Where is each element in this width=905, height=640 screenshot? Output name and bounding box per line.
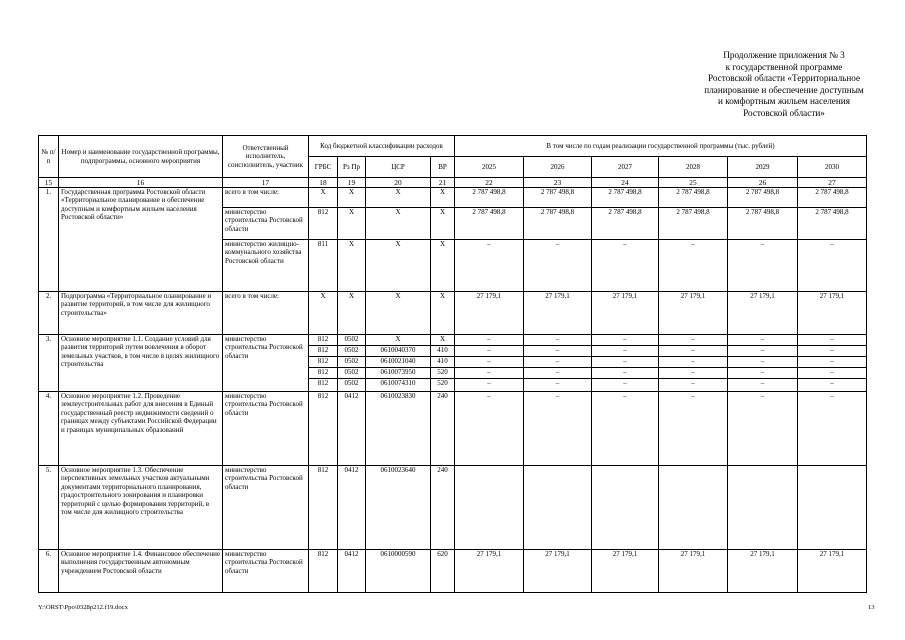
cell-value: 2 787 498,8	[659, 188, 728, 208]
row-executor: всего в том числе:	[223, 188, 309, 208]
col-index: 16	[59, 178, 223, 188]
page-number: 13	[868, 604, 875, 611]
cell-rzpr: 0412	[338, 466, 366, 550]
cell-csr: Х	[366, 240, 431, 292]
budget-table	[38, 135, 867, 593]
cell-value: 27 179,1	[798, 550, 867, 593]
cell-value: 2 787 498,8	[524, 188, 592, 208]
cell-value: 27 179,1	[659, 550, 728, 593]
cell-value: –	[592, 346, 659, 357]
header-rzpr: Рз Пр	[338, 157, 366, 178]
cell-value: 2 787 498,8	[659, 208, 728, 240]
cell-value: –	[455, 335, 524, 346]
header-years-title: В том числе по годам реализации государственной программы (тыс. рублей)	[455, 136, 867, 157]
cell-value: –	[455, 240, 524, 292]
col-index: 26	[728, 178, 798, 188]
cell-csr: 0610023830	[366, 392, 431, 466]
cell-value: –	[455, 368, 524, 379]
cell-value: –	[455, 346, 524, 357]
cell-vr: 520	[431, 379, 455, 392]
cell-value: –	[659, 240, 728, 292]
col-index: 18	[309, 178, 338, 188]
cell-vr: Х	[431, 208, 455, 240]
table-row	[39, 188, 867, 208]
row-number: 2.	[39, 292, 59, 335]
cell-value: –	[455, 392, 524, 466]
row-name: Основное мероприятие 1.3. Обеспечение перспективных земельных участков актуальными документами территориального планирования, градостроительного зонирования и планировки территорий с целью формирования территорий, в том числе для жилищного строительства	[59, 466, 223, 550]
header-name: Номер и наименование государственной программы, подпрограммы, основного мероприятия	[59, 136, 223, 178]
cell-value: –	[524, 346, 592, 357]
cell-value: –	[592, 335, 659, 346]
heading-line: Продолжение приложения № 3	[723, 50, 845, 60]
cell-value: –	[659, 335, 728, 346]
cell-grbs: 812	[309, 335, 338, 346]
header-year: 2026	[524, 157, 592, 178]
cell-value: –	[728, 392, 798, 466]
cell-value: 27 179,1	[592, 292, 659, 335]
cell-value: –	[728, 240, 798, 292]
cell-value: –	[659, 392, 728, 466]
cell-value: –	[798, 240, 867, 292]
cell-value: –	[798, 335, 867, 346]
cell-value: –	[728, 335, 798, 346]
cell-grbs: 812	[309, 357, 338, 368]
cell-value: –	[728, 379, 798, 392]
cell-rzpr: 0502	[338, 346, 366, 357]
cell-grbs: 812	[309, 392, 338, 466]
row-executor: министерство строительства Ростовской области	[223, 335, 309, 392]
header-year: 2030	[798, 157, 867, 178]
cell-value: –	[728, 357, 798, 368]
header-budget-code: Код бюджетной классификации расходов	[309, 136, 455, 157]
cell-value: 2 787 498,8	[798, 188, 867, 208]
cell-value	[659, 466, 728, 550]
cell-grbs: 812	[309, 550, 338, 593]
cell-vr: 410	[431, 346, 455, 357]
cell-csr: 0610073950	[366, 368, 431, 379]
cell-csr: 0610000590	[366, 550, 431, 593]
cell-rzpr: Х	[338, 208, 366, 240]
header-year: 2027	[592, 157, 659, 178]
cell-value: 2 787 498,8	[592, 208, 659, 240]
cell-value: 2 787 498,8	[455, 188, 524, 208]
row-executor: министерство строительства Ростовской области	[223, 392, 309, 466]
header-grbs: ГРБС	[309, 157, 338, 178]
cell-value: –	[728, 346, 798, 357]
cell-value	[728, 466, 798, 550]
cell-value: –	[798, 379, 867, 392]
row-number: 4.	[39, 392, 59, 466]
row-executor: всего в том числе:	[223, 292, 309, 335]
col-index: 17	[223, 178, 309, 188]
cell-value: 27 179,1	[524, 292, 592, 335]
cell-value	[798, 466, 867, 550]
row-executor: министерство строительства Ростовской области	[223, 466, 309, 550]
cell-rzpr: Х	[338, 188, 366, 208]
cell-vr: Х	[431, 240, 455, 292]
cell-value: –	[524, 368, 592, 379]
footer-file-path: Y:\ORST\Ppo\0328p212.f19.docx	[38, 604, 128, 611]
cell-vr: 410	[431, 357, 455, 368]
cell-value: –	[659, 346, 728, 357]
cell-value: –	[592, 379, 659, 392]
cell-vr: 520	[431, 368, 455, 379]
cell-value: –	[659, 368, 728, 379]
cell-csr: 0610040370	[366, 346, 431, 357]
cell-grbs: 811	[309, 240, 338, 292]
cell-value: –	[592, 240, 659, 292]
col-index: 20	[366, 178, 431, 188]
cell-value: 2 787 498,8	[524, 208, 592, 240]
cell-vr: 240	[431, 392, 455, 466]
cell-value: –	[592, 368, 659, 379]
heading-line: и комфортным жильем населения	[718, 96, 850, 107]
row-executor: министерство строительства Ростовской области	[223, 550, 309, 593]
cell-value: –	[659, 379, 728, 392]
cell-vr: Х	[431, 335, 455, 346]
cell-value: 27 179,1	[659, 292, 728, 335]
header-vr: ВР	[431, 157, 455, 178]
cell-value: 2 787 498,8	[455, 208, 524, 240]
cell-value: 27 179,1	[728, 292, 798, 335]
cell-csr: Х	[366, 188, 431, 208]
header-year: 2029	[728, 157, 798, 178]
cell-value: –	[592, 392, 659, 466]
cell-value	[592, 466, 659, 550]
cell-value	[455, 466, 524, 550]
cell-value: –	[798, 357, 867, 368]
cell-vr: Х	[431, 188, 455, 208]
cell-value: –	[524, 240, 592, 292]
table-row	[39, 550, 867, 593]
cell-grbs: 812	[309, 379, 338, 392]
row-executor: министерство строительства Ростовской области	[223, 208, 309, 240]
header-num: № п/п	[39, 136, 59, 178]
header-executor: Ответственный исполнитель, соисполнитель, участник	[223, 136, 309, 178]
cell-grbs: Х	[309, 292, 338, 335]
cell-value: 2 787 498,8	[728, 208, 798, 240]
heading-line: планирование и обеспечение доступным	[704, 84, 864, 95]
heading-line: Ростовской области»	[743, 107, 825, 118]
cell-csr: Х	[366, 208, 431, 240]
cell-value: –	[455, 357, 524, 368]
cell-value: –	[798, 346, 867, 357]
cell-grbs: 812	[309, 466, 338, 550]
cell-value: –	[524, 357, 592, 368]
cell-csr: Х	[366, 292, 431, 335]
cell-csr: 0610021040	[366, 357, 431, 368]
cell-vr: Х	[431, 292, 455, 335]
cell-value: 2 787 498,8	[798, 208, 867, 240]
row-number: 6.	[39, 550, 59, 593]
cell-rzpr: 0412	[338, 550, 366, 593]
heading-line: к государственной программе	[725, 61, 843, 72]
col-index: 21	[431, 178, 455, 188]
cell-grbs: Х	[309, 188, 338, 208]
header-year: 2025	[455, 157, 524, 178]
col-index: 24	[592, 178, 659, 188]
cell-csr: 0610023640	[366, 466, 431, 550]
col-index: 22	[455, 178, 524, 188]
heading-line: Ростовской области «Территориальное	[707, 73, 861, 84]
col-index: 19	[338, 178, 366, 188]
col-index: 15	[39, 178, 59, 188]
cell-value: 27 179,1	[455, 550, 524, 593]
cell-value: –	[524, 335, 592, 346]
cell-grbs: 812	[309, 368, 338, 379]
cell-vr: 240	[431, 466, 455, 550]
cell-value: 27 179,1	[798, 292, 867, 335]
row-name: Государственная программа Ростовской области «Территориальное планирование и обеспечение доступным и комфортным жильем населения Ростовской области»	[59, 188, 223, 292]
row-name: Основное мероприятие 1.4. Финансовое обеспечение выполнения государственным автономным учреждением Ростовской области	[59, 550, 223, 593]
row-number: 5.	[39, 466, 59, 550]
table-row	[39, 466, 867, 550]
cell-value: 27 179,1	[455, 292, 524, 335]
cell-rzpr: 0502	[338, 379, 366, 392]
cell-value	[524, 466, 592, 550]
cell-rzpr: 0502	[338, 335, 366, 346]
cell-value: 27 179,1	[524, 550, 592, 593]
col-index: 23	[524, 178, 592, 188]
cell-value: –	[455, 379, 524, 392]
row-number: 1.	[39, 188, 59, 292]
cell-value: –	[524, 379, 592, 392]
cell-rzpr: 0412	[338, 392, 366, 466]
table-row	[39, 292, 867, 335]
header-year: 2028	[659, 157, 728, 178]
row-name: Подпрограмма «Территориальное планирование и развитие территорий, в том числе для жилищного строительства»	[59, 292, 223, 335]
cell-value: 27 179,1	[592, 550, 659, 593]
row-executor: министерство жилищно-коммунального хозяйства Ростовской области	[223, 240, 309, 292]
cell-value: –	[659, 357, 728, 368]
cell-grbs: 812	[309, 208, 338, 240]
cell-value: –	[798, 368, 867, 379]
row-number: 3.	[39, 335, 59, 392]
cell-vr: 620	[431, 550, 455, 593]
cell-csr: Х	[366, 335, 431, 346]
col-index: 25	[659, 178, 728, 188]
cell-value: 2 787 498,8	[592, 188, 659, 208]
table-row	[39, 392, 867, 466]
table-row	[39, 335, 867, 346]
cell-value: 27 179,1	[728, 550, 798, 593]
cell-value: –	[728, 368, 798, 379]
row-name: Основное мероприятие 1.2. Проведение землеустроительных работ для внесения в Единый государственный реестр недвижимости сведений о границах между субъектами Российской Федерации и границах муниципальных образований	[59, 392, 223, 466]
column-index-row	[39, 178, 867, 188]
cell-rzpr: 0502	[338, 368, 366, 379]
cell-rzpr: 0502	[338, 357, 366, 368]
row-name: Основное мероприятие 1.1. Создание условий для развития территорий путем вовлечения в оборот земельных участков, в том числе в целях жилищного строительства	[59, 335, 223, 392]
cell-rzpr: Х	[338, 292, 366, 335]
cell-value: –	[524, 392, 592, 466]
cell-csr: 0610074310	[366, 379, 431, 392]
appendix-heading	[660, 50, 905, 120]
cell-rzpr: Х	[338, 240, 366, 292]
cell-grbs: 812	[309, 346, 338, 357]
col-index: 27	[798, 178, 867, 188]
cell-value: –	[592, 357, 659, 368]
cell-value: –	[798, 392, 867, 466]
cell-value: 2 787 498,8	[728, 188, 798, 208]
header-csr: ЦСР	[366, 157, 431, 178]
